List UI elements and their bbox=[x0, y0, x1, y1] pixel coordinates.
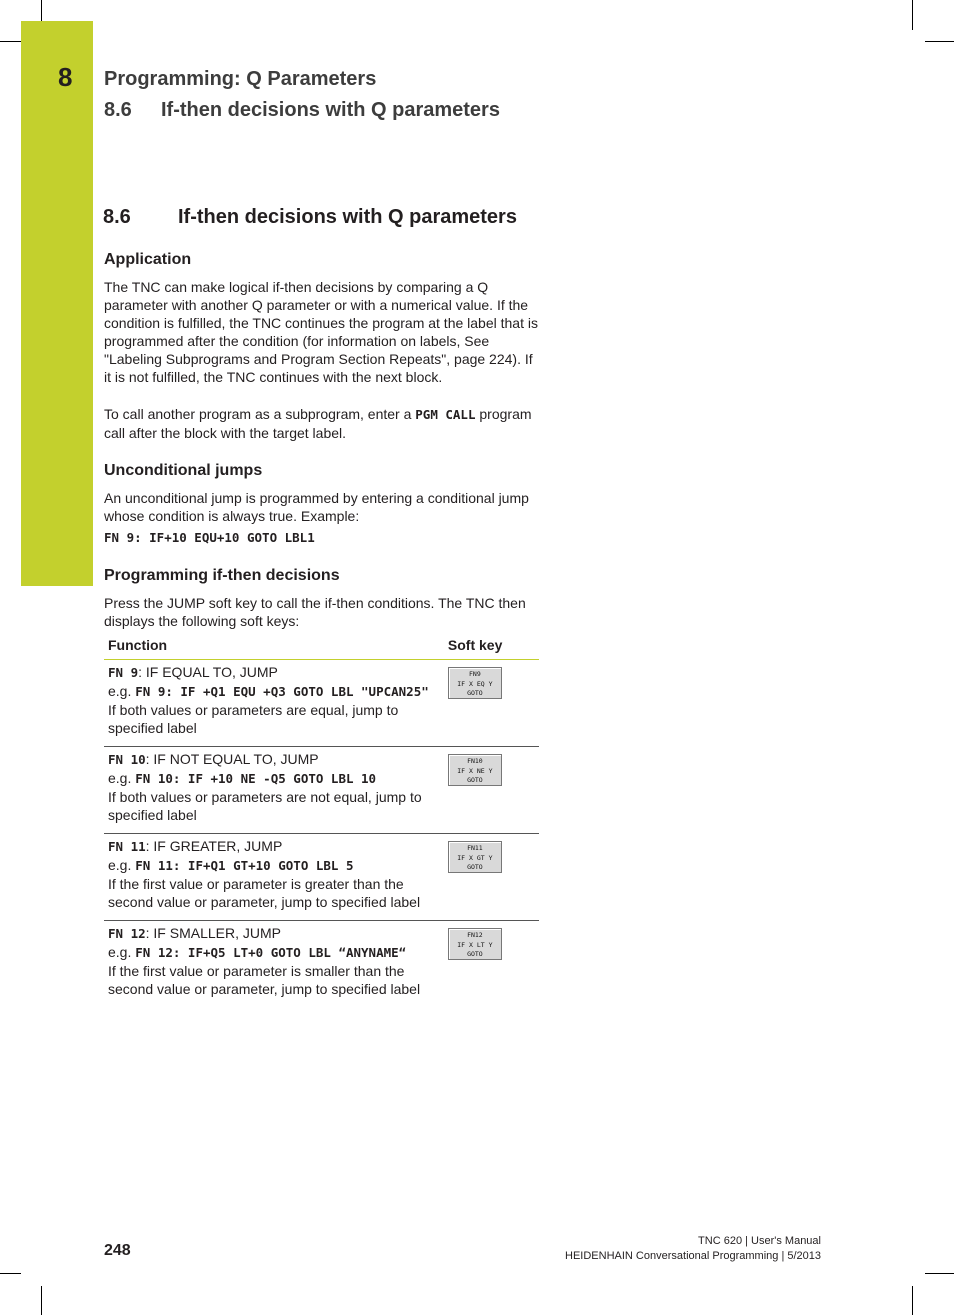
footer-line-2: HEIDENHAIN Conversational Programming | 5/2013 bbox=[565, 1250, 821, 1262]
crop-mark bbox=[912, 0, 913, 30]
function-cell bbox=[104, 747, 444, 834]
crop-mark bbox=[925, 1273, 954, 1274]
eg-label: e.g. bbox=[108, 944, 136, 960]
running-header-section bbox=[104, 99, 500, 122]
fn-code: FN 11 bbox=[108, 839, 146, 854]
section-heading bbox=[103, 206, 517, 229]
chapter-sidebar bbox=[21, 21, 93, 586]
footer bbox=[565, 1234, 821, 1264]
fn-description: If the first value or parameter is greater than the second value or parameter, jump to specified label bbox=[108, 876, 421, 910]
function-cell bbox=[104, 660, 444, 747]
crop-mark bbox=[0, 1273, 21, 1274]
eg-label: e.g. bbox=[108, 857, 136, 873]
fn-code: FN 9 bbox=[108, 665, 139, 680]
fn12-softkey[interactable]: FN12 IF X LT Y GOTO bbox=[448, 928, 502, 960]
fn-name: : IF EQUAL TO, JUMP bbox=[138, 664, 278, 680]
fn-description: If both values or parameters are not equal, jump to specified label bbox=[108, 789, 422, 823]
crop-mark bbox=[925, 41, 954, 42]
para2-post: program call after the block with the target label. bbox=[104, 406, 532, 441]
application-paragraph-2 bbox=[104, 405, 540, 442]
softkey-cell bbox=[444, 834, 539, 921]
table-header-row bbox=[104, 634, 539, 660]
fn10-softkey[interactable]: FN10 IF X NE Y GOTO bbox=[448, 754, 502, 786]
programming-paragraph: Press the JUMP soft key to call the if-then conditions. The TNC then displays the following soft keys: bbox=[104, 595, 526, 629]
fn-example: FN 9: IF +Q1 EQU +Q3 GOTO LBL "UPCAN25" bbox=[135, 684, 429, 699]
unconditional-example: FN 9: IF+10 EQU+10 GOTO LBL1 bbox=[104, 530, 315, 545]
section-number: 8.6 bbox=[103, 206, 131, 228]
column-header-function: Function bbox=[104, 634, 444, 660]
crop-mark bbox=[912, 1286, 913, 1315]
crop-mark bbox=[41, 1286, 42, 1315]
crop-mark bbox=[41, 0, 42, 21]
fn-name: : IF NOT EQUAL TO, JUMP bbox=[145, 751, 319, 767]
unconditional-heading: Unconditional jumps bbox=[104, 462, 263, 479]
eg-label: e.g. bbox=[108, 683, 136, 699]
application-paragraph: The TNC can make logical if-then decisions by comparing a Q parameter with another Q parameter or with a numerical value. If the condition is fulfilled, the TNC continues the program at the label that is programmed after the condition (for information on labels, See "Labeling Subprograms and Program Section Repeats", page 224). If it is not fulfilled, the TNC continues with the next block. bbox=[104, 279, 538, 385]
fn-description: If both values or parameters are equal, jump to specified label bbox=[108, 702, 399, 736]
softkey-cell bbox=[444, 921, 539, 1008]
chapter-number: 8 bbox=[58, 62, 73, 92]
chapter-title: Programming: Q Parameters bbox=[104, 68, 377, 90]
fn-example: FN 11: IF+Q1 GT+10 GOTO LBL 5 bbox=[135, 858, 354, 873]
softkey-table bbox=[104, 634, 539, 1007]
page-number: 248 bbox=[104, 1242, 131, 1259]
table-row bbox=[104, 834, 539, 921]
fn-example: FN 12: IF+Q5 LT+0 GOTO LBL “ANYNAME“ bbox=[135, 945, 407, 960]
softkey-cell bbox=[444, 747, 539, 834]
para2-pre: To call another program as a subprogram, enter a bbox=[104, 406, 416, 422]
fn-example: FN 10: IF +10 NE -Q5 GOTO LBL 10 bbox=[135, 771, 377, 786]
programming-heading: Programming if-then decisions bbox=[104, 567, 340, 584]
fn11-softkey[interactable]: FN11 IF X GT Y GOTO bbox=[448, 841, 502, 873]
column-header-softkey: Soft key bbox=[444, 634, 539, 660]
application-heading: Application bbox=[104, 251, 192, 268]
fn9-softkey[interactable]: FN9 IF X EQ Y GOTO bbox=[448, 667, 502, 699]
fn-code: FN 12 bbox=[108, 926, 146, 941]
table-row bbox=[104, 921, 539, 1008]
footer-line-1: TNC 620 | User's Manual bbox=[698, 1235, 821, 1247]
fn-code: FN 10 bbox=[108, 752, 146, 767]
function-cell bbox=[104, 921, 444, 1008]
fn-name: : IF SMALLER, JUMP bbox=[145, 925, 281, 941]
running-header-section-number: 8.6 bbox=[104, 99, 132, 121]
softkey-cell bbox=[444, 660, 539, 747]
eg-label: e.g. bbox=[108, 770, 136, 786]
fn-description: If the first value or parameter is smaller than the second value or parameter, jump to specified label bbox=[108, 963, 421, 997]
fn-name: : IF GREATER, JUMP bbox=[145, 838, 283, 854]
unconditional-paragraph: An unconditional jump is programmed by entering a conditional jump whose condition is always true. Example: bbox=[104, 490, 529, 524]
table-row bbox=[104, 660, 539, 747]
running-header-section-title: If-then decisions with Q parameters bbox=[161, 99, 500, 121]
function-cell bbox=[104, 834, 444, 921]
crop-mark bbox=[0, 41, 21, 42]
section-title: If-then decisions with Q parameters bbox=[178, 206, 517, 228]
table-row bbox=[104, 747, 539, 834]
pgm-call-code: PGM CALL bbox=[415, 407, 476, 422]
